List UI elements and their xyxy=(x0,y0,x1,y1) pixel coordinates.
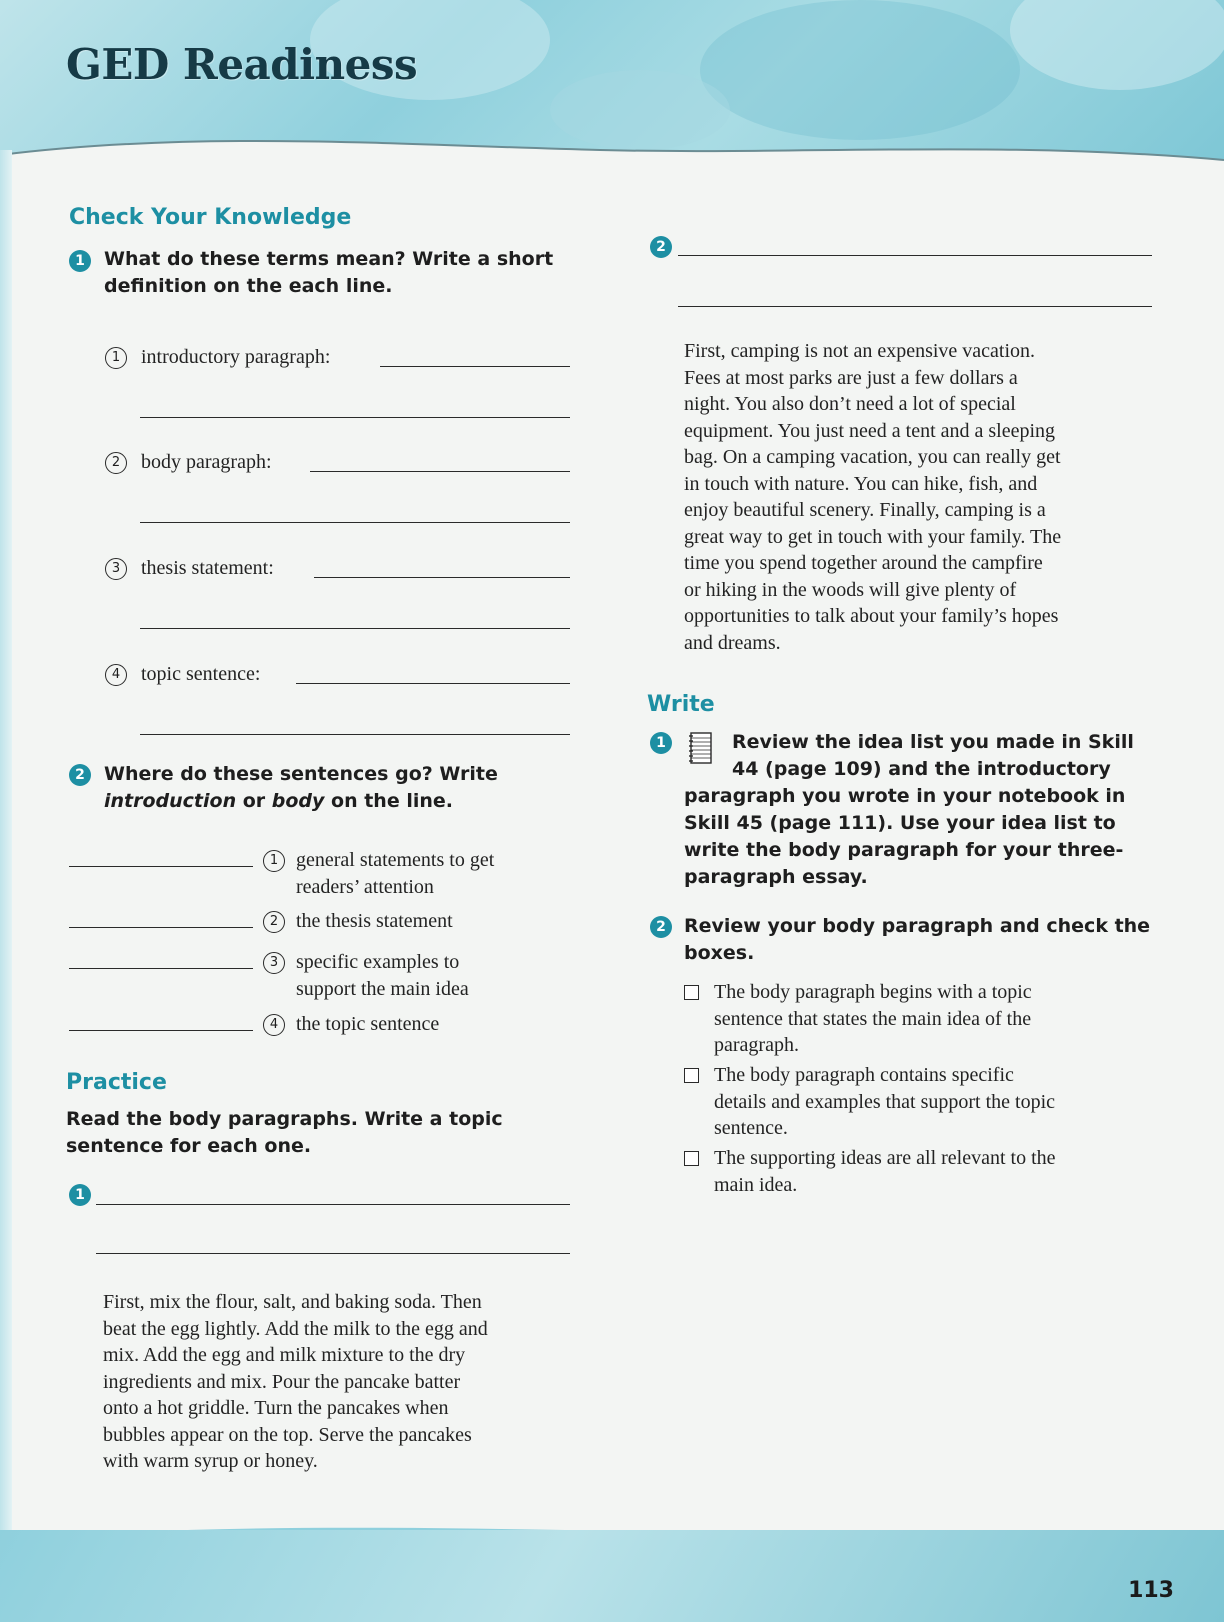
sentence-type-item: readers’ attention xyxy=(296,876,434,898)
write-1-text-line5: write the body paragraph for your three- xyxy=(684,839,1124,861)
term-thesis-statement: thesis statement: xyxy=(141,557,274,579)
checklist-checkbox[interactable] xyxy=(684,1151,699,1166)
paragraph-line: time you spend together around the campfire xyxy=(684,552,1043,574)
definition-answer-line[interactable] xyxy=(140,417,570,418)
placement-answer-line[interactable] xyxy=(69,1030,253,1031)
item-number-circle: 2 xyxy=(263,911,285,933)
pancake-paragraph xyxy=(103,1289,488,1475)
item-number-circle: 2 xyxy=(105,452,127,474)
paragraph-line: opportunities to talk about your family’s hopes xyxy=(684,605,1059,627)
footer-band xyxy=(0,1530,1224,1622)
paragraph-line: in touch with nature. You can hike, fish, and xyxy=(684,472,1038,495)
checklist-checkbox[interactable] xyxy=(684,1068,699,1083)
paragraph-line: bag. On a camping vacation, you can really get xyxy=(684,446,1061,468)
word-on-the-line: on the line. xyxy=(324,790,453,812)
checklist-item-text xyxy=(714,1145,1056,1198)
definition-answer-line[interactable] xyxy=(296,683,570,684)
paragraph-line: Fees at most parks are just a few dollars a xyxy=(684,366,1018,389)
question-2-text-line1: Where do these sentences go? Write xyxy=(104,763,498,785)
question-1-number: 1 xyxy=(69,250,91,272)
sentence-type-item: the thesis statement xyxy=(296,910,453,932)
item-number-circle: 4 xyxy=(263,1014,285,1036)
term-introductory-paragraph: introductory paragraph: xyxy=(141,346,331,368)
paragraph-line: beat the egg lightly. Add the milk to the egg and xyxy=(103,1317,488,1340)
paragraph-line: enjoy beautiful scenery. Finally, camping is a xyxy=(684,499,1046,521)
write-1-text-line1: Review the idea list you made in Skill xyxy=(732,731,1134,753)
checklist-line: main idea. xyxy=(714,1173,798,1196)
definition-answer-line[interactable] xyxy=(140,628,570,629)
paragraph-line: equipment. You just need a tent and a sleeping xyxy=(684,419,1056,442)
practice-instruction-line2: sentence for each one. xyxy=(66,1135,312,1157)
checklist-line: paragraph. xyxy=(714,1034,799,1056)
checklist-line: sentence. xyxy=(714,1117,788,1139)
practice-heading: Practice xyxy=(66,1070,167,1095)
paragraph-line: First, mix the flour, salt, and baking soda. Then xyxy=(103,1291,482,1313)
notebook-icon xyxy=(688,732,712,764)
paragraph-line: or hiking in the woods will give plenty of xyxy=(684,578,1017,601)
checklist-item-text xyxy=(714,979,1032,1059)
question-2-number: 2 xyxy=(69,764,91,786)
paragraph-line: great way to get in touch with your family. The xyxy=(684,525,1062,548)
header-wave-decoration xyxy=(0,0,1224,190)
page-spine-shading xyxy=(0,150,12,1550)
sentence-type-item: general statements to get xyxy=(296,849,495,871)
practice-instruction-line1: Read the body paragraphs. Write a topic xyxy=(66,1108,503,1130)
sentence-type-item: the topic sentence xyxy=(296,1013,440,1035)
write-1-text-line6: paragraph essay. xyxy=(684,866,868,888)
paragraph-line: and dreams. xyxy=(684,631,781,654)
question-2-text-line2 xyxy=(104,788,453,815)
definition-answer-line[interactable] xyxy=(140,522,570,523)
item-number-circle: 3 xyxy=(105,558,127,580)
page-title: GED Readiness xyxy=(66,40,418,89)
practice-2-number: 2 xyxy=(650,236,672,258)
write-2-number: 2 xyxy=(650,916,672,938)
term-topic-sentence: topic sentence: xyxy=(141,663,261,685)
sentence-type-item: specific examples to xyxy=(296,951,460,973)
topic-sentence-answer-line[interactable] xyxy=(678,255,1152,256)
write-1-text-line2: 44 (page 109) and the introductory xyxy=(732,758,1111,780)
placement-answer-line[interactable] xyxy=(69,968,253,969)
definition-answer-line[interactable] xyxy=(380,366,570,367)
checklist-line: sentence that states the main idea of the xyxy=(714,1007,1032,1030)
paragraph-line: ingredients and mix. Pour the pancake batter xyxy=(103,1370,461,1393)
sentence-type-item: support the main idea xyxy=(296,978,469,1000)
item-number-circle: 1 xyxy=(263,850,285,872)
placement-answer-line[interactable] xyxy=(69,866,253,867)
item-number-circle: 3 xyxy=(263,952,285,974)
paragraph-line: night. You also don’t need a lot of special xyxy=(684,393,1016,415)
checklist-checkbox[interactable] xyxy=(684,985,699,1000)
definition-answer-line[interactable] xyxy=(140,734,570,735)
header-band xyxy=(0,0,1224,190)
word-or: or xyxy=(236,790,272,812)
practice-1-number: 1 xyxy=(69,1184,91,1206)
write-1-text-line4: Skill 45 (page 111). Use your idea list to xyxy=(684,812,1116,834)
paragraph-line: bubbles appear on the top. Serve the pancakes xyxy=(103,1423,472,1446)
word-body: body xyxy=(271,790,325,812)
topic-sentence-answer-line[interactable] xyxy=(678,306,1152,307)
question-1-text-line2: definition on the each line. xyxy=(104,275,393,297)
checklist-item-text xyxy=(714,1062,1055,1142)
definition-answer-line[interactable] xyxy=(310,471,570,472)
word-introduction: introduction xyxy=(104,790,237,812)
paragraph-line: with warm syrup or honey. xyxy=(103,1450,318,1472)
term-body-paragraph: body paragraph: xyxy=(141,451,272,473)
write-2-text-line1: Review your body paragraph and check the xyxy=(684,915,1151,937)
paragraph-line: onto a hot griddle. Turn the pancakes when xyxy=(103,1397,449,1419)
paragraph-line: mix. Add the egg and milk mixture to the dry xyxy=(103,1344,466,1366)
item-number-circle: 4 xyxy=(105,664,127,686)
item-number-circle: 1 xyxy=(105,347,127,369)
topic-sentence-answer-line[interactable] xyxy=(96,1253,570,1254)
check-your-knowledge-heading: Check Your Knowledge xyxy=(69,205,352,230)
definition-answer-line[interactable] xyxy=(314,577,570,578)
checklist-line: details and examples that support the topic xyxy=(714,1090,1056,1113)
checklist-line: The supporting ideas are all relevant to the xyxy=(714,1147,1056,1169)
checklist-line: The body paragraph begins with a topic xyxy=(714,981,1032,1003)
write-1-number: 1 xyxy=(650,732,672,754)
paragraph-line: First, camping is not an expensive vacation. xyxy=(684,340,1036,362)
camping-paragraph xyxy=(684,338,1061,656)
checklist-line: The body paragraph contains specific xyxy=(714,1064,1014,1086)
placement-answer-line[interactable] xyxy=(69,927,253,928)
write-2-text-line2: boxes. xyxy=(684,942,755,964)
write-heading: Write xyxy=(647,692,715,717)
question-1-text-line1: What do these terms mean? Write a short xyxy=(104,248,554,270)
topic-sentence-answer-line[interactable] xyxy=(96,1204,570,1205)
page-number: 113 xyxy=(1128,1578,1174,1603)
write-1-text-line3: paragraph you wrote in your notebook in xyxy=(684,785,1126,807)
